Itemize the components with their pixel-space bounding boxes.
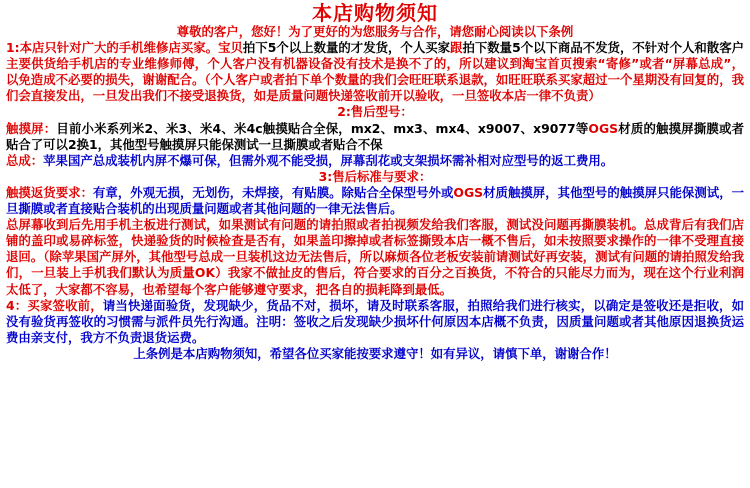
section-2-heading: 2:售后型号： bbox=[337, 104, 413, 120]
touch-screen-label: 触摸屏： bbox=[6, 120, 57, 136]
section-1 bbox=[6, 40, 744, 104]
section-1-text-b: 跟 bbox=[450, 40, 463, 56]
return-ogs: OGS bbox=[453, 184, 484, 200]
section-3-assembly-rules: 总屏幕收到后先用手机主板进行测试，如果测试有问题的请拍照或者拍视频发给我们客服，测试没问题再撕膜装机。总成背后有我们店铺的盖印或易碎标签，快递验货的时候检查是否有，如果盖印擦掉或者标签撕毁本店一概不售后，如未按照要求操作的一律不受理直接退回。（除苹果国产屏外，其他型号总成一旦装机这边无法售后，所以麻烦各位老板安装前请测试好再安装，测试有问题的请拍照发给我们，一旦装上手机我们默认为质量OK）我家不做扯皮的售后，符合要求的百分之百换货，不符合的只能尽力而为，现在这个行业利润太低了，大家都不容易，也希望每个客户能够遵守要求，把各自的损耗降到最低。 bbox=[6, 217, 744, 297]
section-3-return bbox=[6, 185, 744, 217]
section-2-assembly bbox=[6, 153, 744, 169]
assembly-label: 总成： bbox=[6, 152, 44, 168]
section-1-text-d: 主要供货给手机店的专业维修师傅，个人客户没有机器设备没有技术是换不了的，所以建议到淘宝首页搜索“寄修”或者“屏幕总成”，以免造成不必要的损失，谢谢配合。（个人客户或者拍下单个数量的我们会旺旺联系退款，如旺旺联系买家超过一个星期没有回复的，我们会直接发出，一旦发出我们不接受退换货，如是质量问题快递签收前开以验收，一旦签收本店一律不负责） bbox=[6, 56, 744, 104]
section-3-heading: 3:售后标准与要求： bbox=[318, 168, 432, 184]
section-1-text-a: 拍下5个以上数量的才发货，个人买家 bbox=[242, 40, 451, 56]
return-label: 触摸返货要求： bbox=[6, 184, 93, 200]
closing-line: 上条例是本店购物须知，希望各位买家能按要求遵守！如有异议，请慎下单，谢谢合作！ bbox=[133, 345, 617, 361]
touch-screen-ogs: OGS bbox=[588, 120, 619, 136]
section-4-text: 请当快递面验货，发现缺少，货品不对，损坏，请及时联系客服，拍照给我们进行核实，以确定是签收还是拒收，如没有验货再签收的习惯需与派件员先行沟通。注明：签收之后发现缺少损坏什何原因本店概不负责，因质量问题或者其他原因退换货运费由亲支付，我方不负责退货运费。 bbox=[6, 297, 745, 345]
assembly-text: 苹果国产总成装机内屏不爆可保，但需外观不能受损，屏幕刮花或支架损坏需补相对应型号的返工费用。 bbox=[43, 152, 614, 168]
section-1-text-c: 拍下数量5个以下商品不发货，不针对个人和散客户 bbox=[462, 40, 745, 56]
section-4 bbox=[6, 298, 744, 346]
notice-title: 本店购物须知 bbox=[312, 1, 438, 25]
section-2-touch bbox=[6, 121, 744, 153]
return-text-a: 有章，外观无损，无划伤，未焊接，有贴膜。除贴合全保型号外或 bbox=[93, 184, 454, 200]
touch-screen-text-a: 目前小米系列米2、米3、米4、米4c触摸贴合全保，mx2、mx3、mx4、x9007、x9077等 bbox=[56, 120, 589, 136]
touch-screen-text-b: 材质的触摸屏撕膜或者贴合了可以2换1，其他型号触摸屏只能保测试一旦撕膜或者贴合不保 bbox=[6, 120, 744, 152]
section-4-heading: 4：买家签收前， bbox=[6, 297, 103, 313]
section-1-heading: 1:本店只针对广大的手机维修店买家。宝贝 bbox=[6, 40, 243, 56]
return-text-b: 材质触摸屏，其他型号的触摸屏只能保测试，一旦撕膜或者直接贴合装机的出现质量问题或者其他问题的一律无法售后。 bbox=[6, 184, 745, 217]
greeting-line: 尊敬的客户，您好！为了更好的为您服务与合作，请您耐心阅读以下条例 bbox=[176, 24, 574, 39]
shopping-notice bbox=[6, 0, 744, 362]
